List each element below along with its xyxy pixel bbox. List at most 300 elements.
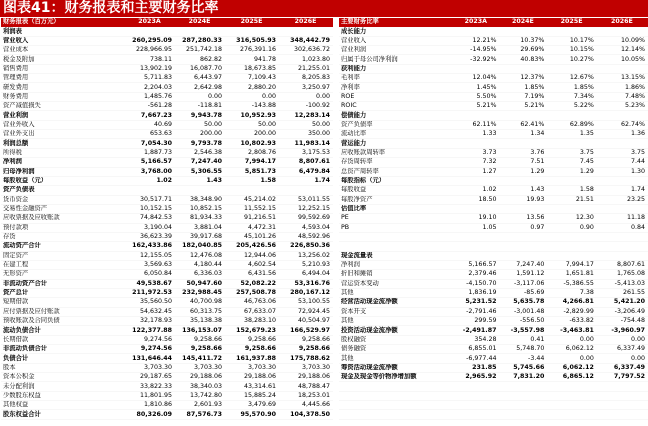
- header-year-cell: 2023A: [125, 18, 175, 27]
- value-cell: 3,175.53: [279, 148, 333, 157]
- value-cell: 7,109.43: [225, 74, 279, 83]
- table-row: [339, 410, 648, 419]
- value-cell: 104,378.50: [279, 410, 333, 419]
- row-label-cell: 应付票据及应付账款: [1, 307, 125, 316]
- table-header-row: [1, 18, 333, 27]
- value-cell: 5.21%: [453, 102, 499, 111]
- value-cell: 166,529.97: [279, 326, 333, 335]
- value-cell: 21.51: [547, 195, 597, 204]
- value-cell: 49,538.67: [125, 279, 175, 288]
- row-label-cell: 应收票据及应收账款: [1, 214, 125, 223]
- value-cell: [453, 242, 499, 251]
- value-cell: 5,166.57: [453, 260, 499, 269]
- value-cell: 5,711.83: [125, 74, 175, 83]
- value-cell: [547, 176, 597, 185]
- table-row: [339, 120, 648, 129]
- value-cell: 12.04%: [453, 74, 499, 83]
- value-cell: -3,557.98: [499, 326, 547, 335]
- row-label-cell: 筹资活动现金流净额: [339, 363, 453, 372]
- value-cell: 7.51: [499, 158, 547, 167]
- header-year-cell: 2025E: [547, 18, 597, 27]
- table-row: [339, 307, 648, 316]
- value-cell: 0.00: [597, 335, 648, 344]
- value-cell: 6,855.01: [453, 345, 499, 354]
- value-cell: 4,593.04: [279, 223, 333, 232]
- row-label-cell: 总资产周转率: [339, 167, 453, 176]
- header-title-cell: 财务报表（百万元）: [1, 18, 125, 27]
- table-row: [1, 120, 333, 129]
- value-cell: 3.76: [499, 148, 547, 157]
- value-cell: [597, 139, 648, 148]
- row-label-cell: 营业利润: [339, 46, 453, 55]
- table-row: [339, 232, 648, 241]
- value-cell: 95,570.90: [225, 410, 279, 419]
- value-cell: [499, 64, 547, 73]
- header-year-cell: 2024E: [175, 18, 225, 27]
- value-cell: 3,250.97: [279, 83, 333, 92]
- value-cell: 6,494.04: [279, 270, 333, 279]
- value-cell: [597, 410, 648, 419]
- table-row: [1, 391, 333, 400]
- value-cell: 60,313.75: [175, 307, 225, 316]
- row-label-cell: 营运能力: [339, 139, 453, 148]
- value-cell: 5,306.55: [175, 167, 225, 176]
- value-cell: 7.19%: [499, 92, 547, 101]
- value-cell: [597, 251, 648, 260]
- value-cell: 10.27%: [547, 55, 597, 64]
- value-cell: 316,505.93: [225, 36, 279, 45]
- value-cell: 2,204.03: [125, 83, 175, 92]
- value-cell: [499, 111, 547, 120]
- value-cell: 1,810.86: [125, 401, 175, 410]
- value-cell: 2,601.93: [175, 401, 225, 410]
- row-label-cell: [339, 232, 453, 241]
- value-cell: [453, 64, 499, 73]
- value-cell: [597, 204, 648, 213]
- value-cell: -556.50: [499, 317, 547, 326]
- value-cell: 7,994.17: [225, 158, 279, 167]
- value-cell: 1.27: [453, 167, 499, 176]
- value-cell: 9,274.56: [125, 345, 175, 354]
- row-label-cell: 资产负债表: [1, 186, 125, 195]
- value-cell: [547, 204, 597, 213]
- value-cell: 302,636.72: [279, 46, 333, 55]
- value-cell: 175,788.62: [279, 354, 333, 363]
- value-cell: 29,187.65: [125, 373, 175, 382]
- table-row: [1, 46, 333, 55]
- value-cell: 36,623.39: [125, 232, 175, 241]
- value-cell: 35,138.38: [175, 317, 225, 326]
- value-cell: 5.23%: [597, 102, 648, 111]
- row-label-cell: 固定资产: [1, 251, 125, 260]
- table-row: [339, 251, 648, 260]
- value-cell: -6,977.44: [453, 354, 499, 363]
- table-row: [339, 74, 648, 83]
- row-label-cell: 营业收入: [339, 36, 453, 45]
- table-row: [1, 167, 333, 176]
- value-cell: 52,082.22: [225, 279, 279, 288]
- value-cell: 80,326.09: [125, 410, 175, 419]
- value-cell: 12.30: [547, 214, 597, 223]
- row-label-cell: 交易性金融资产: [1, 204, 125, 213]
- value-cell: 6,337.49: [597, 363, 648, 372]
- value-cell: [453, 111, 499, 120]
- value-cell: 1,887.73: [125, 148, 175, 157]
- table-row: [339, 326, 648, 335]
- value-cell: 5,421.20: [597, 298, 648, 307]
- value-cell: 12,155.05: [125, 251, 175, 260]
- row-label-cell: 成长能力: [339, 27, 453, 36]
- table-row: [1, 326, 333, 335]
- row-label-cell: 资产减值损失: [1, 102, 125, 111]
- value-cell: -5,413.03: [597, 279, 648, 288]
- value-cell: 122,377.88: [125, 326, 175, 335]
- value-cell: 1,485.76: [125, 92, 175, 101]
- table-row: [1, 111, 333, 120]
- value-cell: 7,247.40: [499, 260, 547, 269]
- value-cell: 45,101.26: [225, 232, 279, 241]
- value-cell: 251,742.18: [175, 46, 225, 55]
- value-cell: 1.33: [453, 130, 499, 139]
- value-cell: 0.00: [279, 92, 333, 101]
- table-row: [339, 223, 648, 232]
- value-cell: 5.21%: [499, 102, 547, 111]
- row-label-cell: 其他: [339, 288, 453, 297]
- value-cell: 4,472.31: [225, 223, 279, 232]
- header-year-cell: 2026E: [597, 18, 648, 27]
- value-cell: 211,972.53: [125, 288, 175, 297]
- value-cell: [453, 251, 499, 260]
- value-cell: 738.11: [125, 55, 175, 64]
- value-cell: -2,791.46: [453, 307, 499, 316]
- value-cell: 8,807.61: [279, 158, 333, 167]
- value-cell: 941.78: [225, 55, 279, 64]
- value-cell: 1.43: [175, 176, 225, 185]
- value-cell: 45,214.02: [225, 195, 279, 204]
- value-cell: 81,934.33: [175, 214, 225, 223]
- row-label-cell: 折旧和摊销: [339, 270, 453, 279]
- value-cell: -118.81: [175, 102, 225, 111]
- table-row: [339, 148, 648, 157]
- value-cell: 10.05%: [597, 55, 648, 64]
- value-cell: 48,788.47: [279, 382, 333, 391]
- value-cell: 62.41%: [499, 120, 547, 129]
- value-cell: [279, 186, 333, 195]
- value-cell: 5,851.73: [225, 167, 279, 176]
- value-cell: 1,765.08: [597, 270, 648, 279]
- value-cell: 29,188.06: [175, 373, 225, 382]
- value-cell: 62.89%: [547, 120, 597, 129]
- value-cell: -5,386.55: [547, 279, 597, 288]
- value-cell: [547, 251, 597, 260]
- value-cell: 3.75: [547, 148, 597, 157]
- value-cell: 29,188.06: [279, 373, 333, 382]
- value-cell: 1.85%: [499, 83, 547, 92]
- value-cell: 205,426.56: [225, 242, 279, 251]
- table-row: [1, 158, 333, 167]
- value-cell: -85.69: [499, 288, 547, 297]
- value-cell: 13.15%: [597, 74, 648, 83]
- table-row: [1, 92, 333, 101]
- value-cell: 1.29: [547, 167, 597, 176]
- value-cell: 62.74%: [597, 120, 648, 129]
- row-label-cell: 未分配利润: [1, 382, 125, 391]
- table-row: [1, 307, 333, 316]
- value-cell: 12.14%: [597, 46, 648, 55]
- value-cell: 10.37%: [499, 36, 547, 45]
- value-cell: 43,314.61: [225, 382, 279, 391]
- table-row: [339, 298, 648, 307]
- value-cell: [547, 410, 597, 419]
- value-cell: 50.00: [225, 120, 279, 129]
- row-label-cell: 流动负债合计: [1, 326, 125, 335]
- value-cell: 1.30: [597, 167, 648, 176]
- table-row: [1, 83, 333, 92]
- value-cell: 162,433.86: [125, 242, 175, 251]
- row-label-cell: ROE: [339, 92, 453, 101]
- value-cell: 1,836.19: [453, 288, 499, 297]
- value-cell: -3,117.06: [499, 279, 547, 288]
- table-row: [339, 46, 648, 55]
- table-row: [339, 288, 648, 297]
- row-label-cell: 每股净资产: [339, 195, 453, 204]
- value-cell: 0.00: [547, 354, 597, 363]
- value-cell: [225, 27, 279, 36]
- row-label-cell: 销售费用: [1, 64, 125, 73]
- value-cell: [499, 382, 547, 391]
- value-cell: -143.88: [225, 102, 279, 111]
- value-cell: 0.00: [597, 354, 648, 363]
- value-cell: [597, 391, 648, 400]
- value-cell: -754.48: [597, 317, 648, 326]
- value-cell: [597, 232, 648, 241]
- table-row: [1, 317, 333, 326]
- row-label-cell: 每股指标（元）: [339, 176, 453, 185]
- row-label-cell: [339, 382, 453, 391]
- value-cell: 4,602.54: [225, 260, 279, 269]
- value-cell: 12,476.08: [175, 251, 225, 260]
- row-label-cell: 其他: [339, 317, 453, 326]
- value-cell: 7,054.30: [125, 139, 175, 148]
- value-cell: [453, 176, 499, 185]
- value-cell: 261.55: [597, 288, 648, 297]
- table-row: [1, 204, 333, 213]
- value-cell: 40.83%: [499, 55, 547, 64]
- value-cell: 200.00: [225, 130, 279, 139]
- value-cell: [499, 401, 547, 410]
- financial-ratios-body: [339, 18, 648, 419]
- value-cell: [453, 139, 499, 148]
- table-row: [1, 382, 333, 391]
- row-label-cell: [339, 242, 453, 251]
- value-cell: 62.11%: [453, 120, 499, 129]
- value-cell: 9,793.78: [175, 139, 225, 148]
- value-cell: [499, 242, 547, 251]
- header-year-cell: 2023A: [453, 18, 499, 27]
- value-cell: 9,258.66: [225, 335, 279, 344]
- value-cell: [547, 391, 597, 400]
- value-cell: 9,943.78: [175, 111, 225, 120]
- table-row: [339, 373, 648, 382]
- value-cell: 33,822.33: [125, 382, 175, 391]
- value-cell: 10.17%: [547, 36, 597, 45]
- row-label-cell: 所得税: [1, 148, 125, 157]
- row-label-cell: [339, 391, 453, 400]
- table-row: [339, 242, 648, 251]
- value-cell: 0.97: [499, 223, 547, 232]
- row-label-cell: 资本公积金: [1, 373, 125, 382]
- value-cell: [125, 186, 175, 195]
- report-title: 图表41：财务报表和主要财务比率: [3, 0, 219, 16]
- value-cell: [279, 27, 333, 36]
- value-cell: 16,087.70: [175, 64, 225, 73]
- row-label-cell: PE: [339, 214, 453, 223]
- table-row: [1, 186, 333, 195]
- value-cell: 3,479.69: [225, 401, 279, 410]
- value-cell: 7,994.17: [547, 260, 597, 269]
- value-cell: 12,252.15: [279, 204, 333, 213]
- value-cell: 12,944.06: [225, 251, 279, 260]
- row-label-cell: 资产总计: [1, 288, 125, 297]
- table-row: [1, 214, 333, 223]
- value-cell: 1.35: [547, 130, 597, 139]
- value-cell: 9,258.66: [279, 335, 333, 344]
- table-row: [1, 232, 333, 241]
- table-row: [1, 279, 333, 288]
- table-row: [339, 279, 648, 288]
- value-cell: 1,591.12: [499, 270, 547, 279]
- table-row: [339, 195, 648, 204]
- value-cell: 40,700.98: [175, 298, 225, 307]
- value-cell: 1.74: [597, 186, 648, 195]
- value-cell: 7.45: [547, 158, 597, 167]
- value-cell: 354.28: [453, 335, 499, 344]
- value-cell: 5.50%: [453, 92, 499, 101]
- value-cell: 5,210.93: [279, 260, 333, 269]
- table-row: [339, 167, 648, 176]
- value-cell: 1.02: [125, 176, 175, 185]
- value-cell: 350.00: [279, 130, 333, 139]
- row-label-cell: 归母净利润: [1, 167, 125, 176]
- value-cell: 50.00: [279, 120, 333, 129]
- table-row: [1, 36, 333, 45]
- value-cell: 0.00: [547, 335, 597, 344]
- value-cell: [453, 204, 499, 213]
- value-cell: 2,965.92: [453, 373, 499, 382]
- value-cell: 10.15%: [547, 46, 597, 55]
- value-cell: [453, 382, 499, 391]
- value-cell: 12.37%: [499, 74, 547, 83]
- value-cell: 19.10: [453, 214, 499, 223]
- value-cell: [499, 251, 547, 260]
- table-row: [339, 317, 648, 326]
- value-cell: 2,379.46: [453, 270, 499, 279]
- value-cell: 10,852.15: [175, 204, 225, 213]
- value-cell: 21,255.01: [279, 64, 333, 73]
- table-row: [339, 214, 648, 223]
- value-cell: 13,902.19: [125, 64, 175, 73]
- row-label-cell: 其他: [339, 354, 453, 363]
- value-cell: 136,153.07: [175, 326, 225, 335]
- table-row: [339, 363, 648, 372]
- table-row: [1, 260, 333, 269]
- row-label-cell: 资本开支: [339, 307, 453, 316]
- value-cell: -100.92: [279, 102, 333, 111]
- value-cell: [499, 232, 547, 241]
- value-cell: [453, 391, 499, 400]
- value-cell: 40,504.97: [279, 317, 333, 326]
- value-cell: 0.84: [597, 223, 648, 232]
- table-row: [339, 382, 648, 391]
- value-cell: 48,592.96: [279, 232, 333, 241]
- value-cell: 29,188.06: [225, 373, 279, 382]
- value-cell: 287,280.33: [175, 36, 225, 45]
- value-cell: 6,337.49: [597, 345, 648, 354]
- header-title-cell: 主要财务比率: [339, 18, 453, 27]
- table-row: [1, 251, 333, 260]
- value-cell: 8,205.83: [279, 74, 333, 83]
- table-row: [339, 111, 648, 120]
- value-cell: 74,842.53: [125, 214, 175, 223]
- row-label-cell: 长期借款: [1, 335, 125, 344]
- row-label-cell: [339, 401, 453, 410]
- row-label-cell: 股东权益合计: [1, 410, 125, 419]
- value-cell: [499, 204, 547, 213]
- row-label-cell: 非流动负债合计: [1, 345, 125, 354]
- value-cell: 2,808.76: [225, 148, 279, 157]
- row-label-cell: 估值比率: [339, 204, 453, 213]
- row-label-cell: 流动资产合计: [1, 242, 125, 251]
- row-label-cell: 投资活动现金流净额: [339, 326, 453, 335]
- table-row: [1, 345, 333, 354]
- row-label-cell: 获利能力: [339, 64, 453, 73]
- value-cell: 7,247.40: [175, 158, 225, 167]
- value-cell: [499, 391, 547, 400]
- table-row: [1, 373, 333, 382]
- value-cell: 46,763.06: [225, 298, 279, 307]
- row-label-cell: 现金及现金等价物净增加额: [339, 373, 453, 382]
- value-cell: -3,463.81: [547, 326, 597, 335]
- table-row: [339, 92, 648, 101]
- row-label-cell: 财务费用: [1, 92, 125, 101]
- value-cell: 9,258.66: [279, 345, 333, 354]
- table-row: [339, 186, 648, 195]
- table-row: [1, 223, 333, 232]
- table-row: [339, 391, 648, 400]
- table-row: [339, 102, 648, 111]
- value-cell: 131,646.44: [125, 354, 175, 363]
- value-cell: 1.02: [453, 186, 499, 195]
- row-label-cell: PB: [339, 223, 453, 232]
- row-label-cell: 存货周转率: [339, 158, 453, 167]
- value-cell: 3.73: [453, 148, 499, 157]
- row-label-cell: 营业利润: [1, 111, 125, 120]
- value-cell: [453, 27, 499, 36]
- value-cell: 4,266.81: [547, 298, 597, 307]
- row-label-cell: 预付款项: [1, 223, 125, 232]
- value-cell: 6,336.03: [175, 270, 225, 279]
- value-cell: [597, 401, 648, 410]
- row-label-cell: 归属于母公司净利润: [339, 55, 453, 64]
- row-label-cell: 货币资金: [1, 195, 125, 204]
- row-label-cell: 营运资本变动: [339, 279, 453, 288]
- table-row: [339, 27, 648, 36]
- row-label-cell: 负债合计: [1, 354, 125, 363]
- value-cell: 9,258.66: [225, 345, 279, 354]
- value-cell: 67,633.07: [225, 307, 279, 316]
- value-cell: 3.75: [597, 148, 648, 157]
- table-row: [1, 270, 333, 279]
